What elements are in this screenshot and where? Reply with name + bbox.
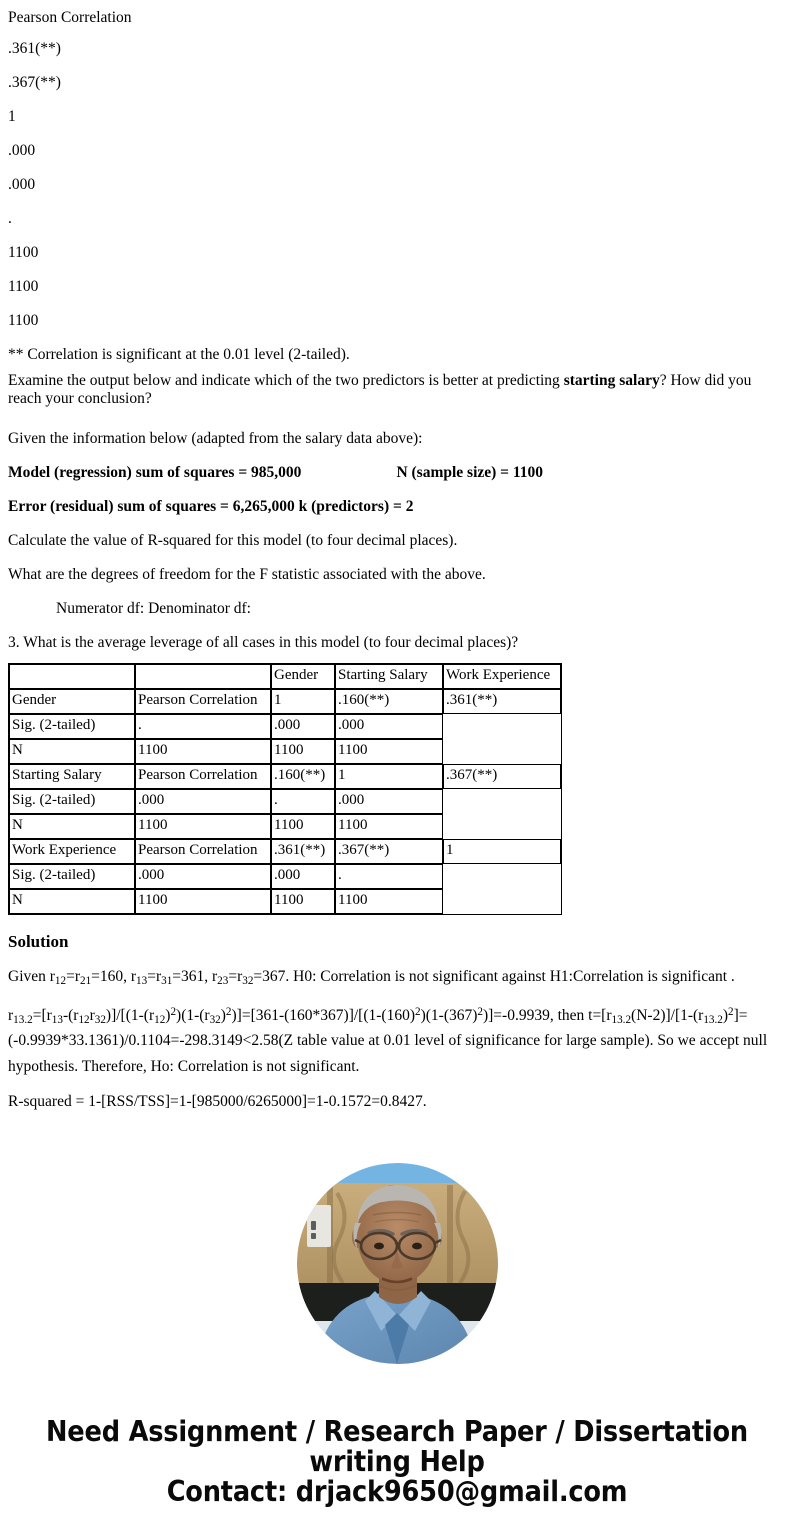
cell-starting-salary: 1100: [335, 889, 443, 914]
subscript: 13: [136, 975, 148, 988]
table-row: [9, 839, 561, 864]
header-cell-gender: Gender: [271, 664, 335, 689]
r-squared-result: R-squared = 1-[RSS/TSS]=1-[985000/6265000]=1-0.1572=0.8427.: [8, 1093, 427, 1111]
given-text: =361, r: [172, 968, 218, 986]
cell-gender: 1100: [271, 889, 335, 914]
df-labels: Numerator df: Denominator df:: [56, 599, 251, 617]
cell-work-experience: .367(**): [443, 764, 561, 789]
model-sum-of-squares-line: [0, 456, 794, 490]
row-label: Work Experience: [9, 839, 135, 864]
row-label: Sig. (2-tailed): [9, 714, 135, 739]
superscript: 2: [728, 1005, 734, 1018]
correlation-table-container: [0, 663, 794, 915]
footer-line-2: writing Help: [309, 1445, 485, 1479]
row-stat: .000: [135, 789, 271, 814]
row-stat: Pearson Correlation: [135, 689, 271, 714]
sample-size-label: N (sample size) = 1100: [396, 463, 544, 481]
cell-work-experience-empty: [443, 739, 561, 764]
cell-starting-salary: .000: [335, 714, 443, 739]
row-stat: Pearson Correlation: [135, 839, 271, 864]
portrait-photo: [297, 1163, 498, 1364]
cell-gender: .361(**): [271, 839, 335, 864]
subscript: 13: [51, 1013, 63, 1026]
correlation-table-body: [9, 664, 561, 914]
significance-note: ** Correlation is significant at the 0.01 level (2-tailed).: [8, 346, 350, 363]
cell-starting-salary: .367(**): [335, 839, 443, 864]
output-line: .000: [8, 142, 36, 159]
question-predictors-post: ? How did you reach your conclusion?: [8, 372, 752, 408]
output-line: .000: [8, 176, 36, 193]
row-stat: .000: [135, 864, 271, 889]
correlation-table: [8, 663, 562, 915]
header-cell-work-experience: Work Experience: [443, 664, 561, 689]
subscript: 32: [94, 1013, 106, 1026]
subscript: 12: [78, 1013, 90, 1026]
row-label: Gender: [9, 689, 135, 714]
table-row: [9, 889, 561, 914]
cell-gender: .000: [271, 714, 335, 739]
cell-starting-salary: 1: [335, 764, 443, 789]
row-stat: 1100: [135, 889, 271, 914]
cell-work-experience-empty: [443, 889, 561, 914]
subscript: 12: [54, 975, 67, 988]
cell-work-experience-empty: [443, 714, 561, 739]
leverage-question: 3. What is the average leverage of all cases in this model (to four decimal places)?: [8, 633, 519, 651]
superscript: 2: [170, 1005, 177, 1018]
table-row: [9, 814, 561, 839]
given-text: =367. H0: Correlation is not significant against H1:Correlation is significant .: [253, 968, 735, 986]
cell-gender: 1: [271, 689, 335, 714]
subscript: 32: [242, 975, 254, 988]
table-row: [9, 689, 561, 714]
output-line: 1100: [8, 312, 39, 329]
subscript: 32: [209, 1013, 221, 1026]
output-line: 1100: [8, 278, 39, 295]
row-stat: .: [135, 714, 271, 739]
output-line: .367(**): [8, 74, 61, 91]
avatar: [297, 1163, 498, 1364]
question-predictors-emphasis: starting salary: [563, 372, 660, 389]
cell-work-experience-empty: [443, 864, 561, 889]
cell-work-experience: 1: [443, 839, 561, 864]
cell-gender: 1100: [271, 814, 335, 839]
superscript: 2: [415, 1005, 421, 1018]
cell-work-experience: .361(**): [443, 689, 561, 714]
row-stat: Pearson Correlation: [135, 764, 271, 789]
output-line: .: [8, 210, 12, 227]
table-row: [9, 864, 561, 889]
model-ss-label: Model (regression) sum of squares = 985,000: [8, 463, 302, 481]
subscript: 12: [154, 1013, 166, 1026]
row-label: N: [9, 739, 135, 764]
spss-output-lines: [0, 0, 794, 338]
solution-given-paragraph: [0, 965, 794, 989]
cell-starting-salary: 1100: [335, 739, 443, 764]
cell-starting-salary: 1100: [335, 814, 443, 839]
question-predictors: [0, 372, 794, 409]
given-info-text: Given the information below (adapted from the salary data above):: [8, 429, 423, 447]
footer-contact-block: [0, 1414, 794, 1524]
subscript: 21: [79, 975, 92, 988]
table-row: [9, 739, 561, 764]
table-row: [9, 714, 561, 739]
given-text: =r: [147, 968, 162, 986]
cell-gender: 1100: [271, 739, 335, 764]
photo-block: [0, 1163, 794, 1375]
question-predictors-pre: Examine the output below and indicate which of the two predictors is better at predicting: [8, 372, 564, 389]
calculate-r-squared-text: Calculate the value of R-squared for this model (to four decimal places).: [8, 531, 458, 549]
row-label: N: [9, 814, 135, 839]
partial-correlation-formula: $r_{13.2}=[r_{13}-(r_{12}r_{32})]/[(1-(r_{12})^2)(1-(r_{32})^2)]=[361-(160*367)]/[(1-(160)^2)(1-(367)^2)]=-0.9939$, then $t=[r_{13.2}(N-2)]/[1-(r_{13.2})^2]=(-0.9939*33.1361)/0.1104=-298.3149<2.58(Z$ table value at 0.01 level of significance for large sample). So we accept null hypothesis. Therefore, Ho: Correlation is not significant.: [8, 1005, 768, 1075]
output-line: 1: [8, 108, 16, 125]
cell-work-experience-empty: [443, 789, 561, 814]
cell-work-experience-empty: [443, 814, 561, 839]
row-label: Sig. (2-tailed): [9, 789, 135, 814]
row-label: Starting Salary: [9, 764, 135, 789]
table-header-row: [9, 664, 561, 689]
subscript: 23: [217, 975, 229, 988]
header-cell: [135, 664, 271, 689]
given-text: =r: [66, 968, 80, 986]
cell-gender: .: [271, 789, 335, 814]
subscript: 13.2: [703, 1013, 723, 1026]
row-label: Sig. (2-tailed): [9, 864, 135, 889]
cell-starting-salary: .: [335, 864, 443, 889]
row-label: N: [9, 889, 135, 914]
formula-conclusion: accept null hypothesis. Therefore, Ho: Correlation is not significant.: [8, 1032, 768, 1075]
cell-gender: .160(**): [271, 764, 335, 789]
subscript: 31: [161, 975, 173, 988]
given-text: =160, r: [91, 968, 137, 986]
row-stat: 1100: [135, 814, 271, 839]
subscript: 13.2: [13, 1013, 33, 1026]
table-row: [9, 764, 561, 789]
given-text: =r: [228, 968, 243, 986]
subscript: 13.2: [611, 1013, 632, 1026]
header-cell: [9, 664, 135, 689]
footer-line-1: Need Assignment / Research Paper / Dissertation: [46, 1414, 748, 1448]
header-cell-starting-salary: Starting Salary: [335, 664, 443, 689]
solution-heading: Solution: [8, 931, 69, 951]
footer-contact-email[interactable]: Contact: drjack9650@gmail.com: [166, 1475, 628, 1509]
cell-gender: .000: [271, 864, 335, 889]
output-line: 1100: [8, 244, 39, 261]
given-text: Given r: [8, 968, 55, 986]
superscript: 2: [225, 1005, 232, 1018]
cell-starting-salary: .000: [335, 789, 443, 814]
superscript: 2: [477, 1005, 483, 1018]
row-stat: 1100: [135, 739, 271, 764]
output-line: Pearson Correlation: [8, 9, 132, 26]
error-sum-of-squares-line: Error (residual) sum of squares = 6,265,000 k (predictors) = 2: [8, 497, 414, 515]
table-row: [9, 789, 561, 814]
output-line: .361(**): [8, 40, 61, 57]
cell-starting-salary: .160(**): [335, 689, 443, 714]
degrees-of-freedom-question: What are the degrees of freedom for the F statistic associated with the above.: [8, 565, 486, 583]
